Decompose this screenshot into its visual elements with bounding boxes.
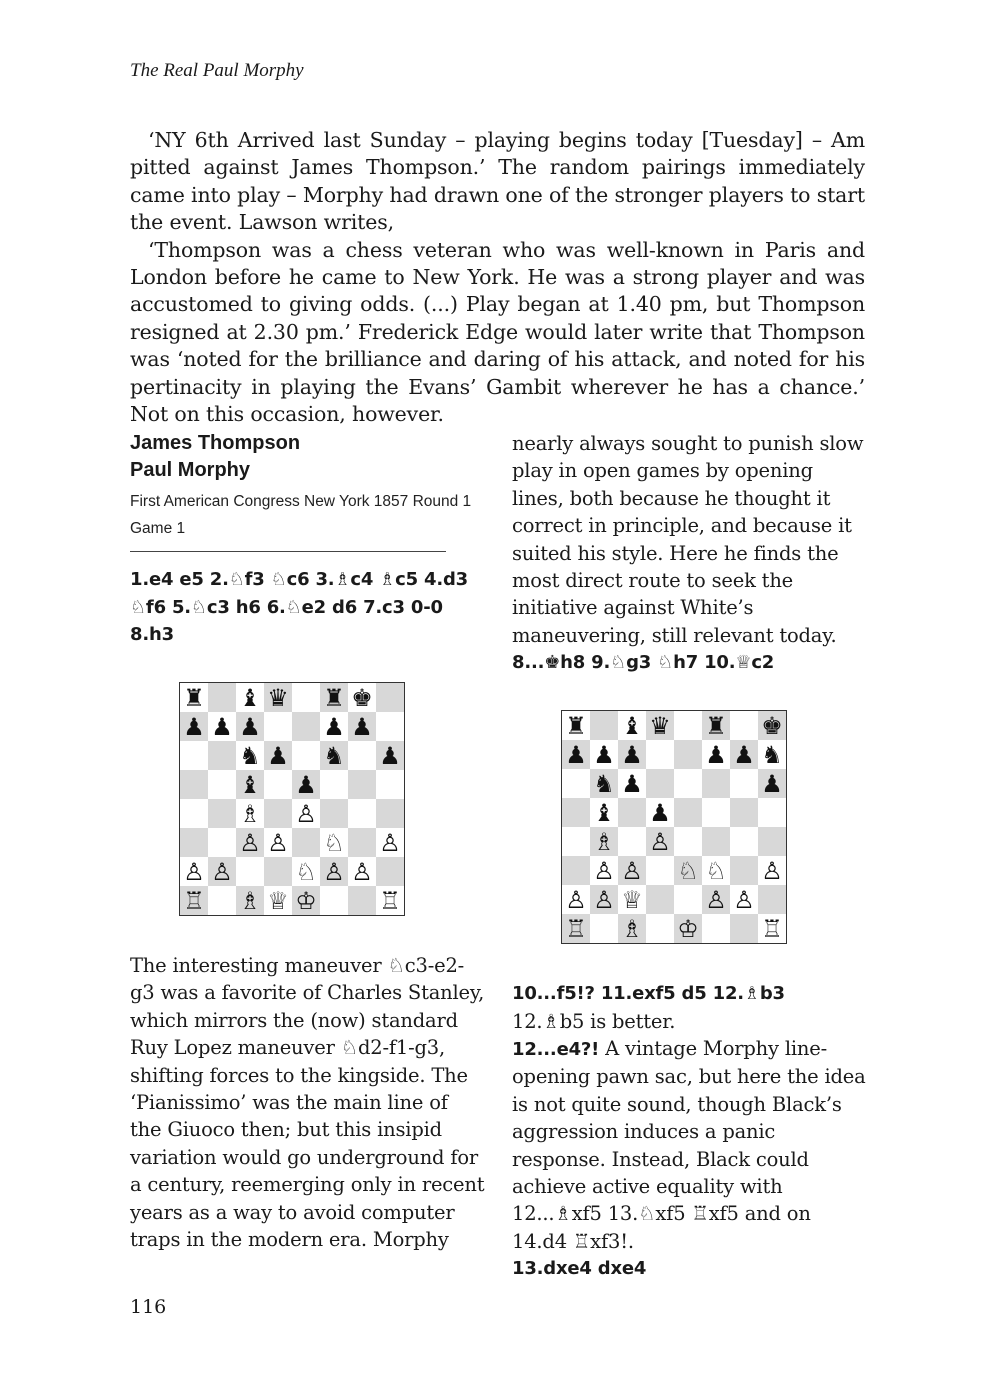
board-square: ♟ — [348, 712, 376, 741]
board-square: ♙ — [180, 857, 208, 886]
board-square: ♟ — [758, 769, 786, 798]
intro-paragraph: ‘Thompson was a chess veteran who was well-known in Paris and London before he came to New York. He was a strong player and was accustomed to giving odds. (...) Play began at 1.40 pm, but Thompson resigned at 2.30 pm.’ Frederick Edge would later write that Thompson was ‘noted for the brilliance and daring of his attack, and noted for his pertinacity in playing the Evans’ Gambit wherever he has a chance.’ Not on this occasion, however. — [130, 237, 865, 427]
running-head: The Real Paul Morphy — [130, 60, 304, 81]
board-square: ♖ — [180, 886, 208, 915]
left-column — [130, 430, 485, 649]
opening-moves: 1.e4 e5 2.♘f3 ♘c6 3.♗c4 ♗c5 4.d3 ♘f6 5.♘c3 h6 6.♘e2 d6 7.c3 0-0 8.h3 — [130, 569, 469, 645]
board-square — [292, 828, 320, 857]
board-square — [348, 770, 376, 799]
move-12-annotation — [512, 1035, 867, 1255]
moves-13: 13.dxe4 dxe4 — [512, 1258, 647, 1280]
right-commentary-top: nearly always sought to punish slow play in open games by opening lines, both because he thought it correct in principle, and because it suited his style. Here he finds the most direct route to seek the initiative against White’s maneuvering, still relevant today. — [512, 432, 864, 647]
board-square — [320, 770, 348, 799]
board-square — [702, 827, 730, 856]
intro-paragraph: ‘NY 6th Arrived last Sunday – playing begins today [Tuesday] – Am pitted against James Thompson.’ The random pairings immediately came into play – Morphy had drawn one of the stronger players to start the event. Lawson writes, — [130, 128, 865, 235]
board-square — [292, 683, 320, 712]
board-square: ♙ — [646, 827, 674, 856]
board-square — [236, 857, 264, 886]
board-square — [208, 683, 236, 712]
board-square: ♟ — [702, 740, 730, 769]
board-square — [208, 770, 236, 799]
board-square — [730, 827, 758, 856]
board-square — [674, 740, 702, 769]
board-square: ♙ — [348, 857, 376, 886]
board-square — [562, 827, 590, 856]
board-square — [376, 857, 404, 886]
board-square: ♙ — [320, 857, 348, 886]
board-square: ♜ — [702, 711, 730, 740]
board-square: ♞ — [236, 741, 264, 770]
board-square — [208, 828, 236, 857]
board-square: ♙ — [208, 857, 236, 886]
black-player: Paul Morphy — [130, 459, 251, 481]
board-square: ♗ — [590, 827, 618, 856]
board-square: ♙ — [590, 885, 618, 914]
board-square: ♝ — [236, 683, 264, 712]
board-square — [208, 886, 236, 915]
board-square: ♔ — [292, 886, 320, 915]
board-square — [292, 741, 320, 770]
board-square — [264, 857, 292, 886]
board-square — [730, 798, 758, 827]
board-square: ♚ — [348, 683, 376, 712]
board-square — [348, 828, 376, 857]
moves-after-8: 8...♚h8 9.♘g3 ♘h7 10.♕c2 — [512, 652, 775, 674]
board-square — [674, 769, 702, 798]
board-square — [376, 712, 404, 741]
board-square: ♙ — [758, 856, 786, 885]
board-square: ♗ — [236, 886, 264, 915]
board-square: ♟ — [618, 769, 646, 798]
board-square — [702, 914, 730, 943]
board-square: ♙ — [618, 856, 646, 885]
board-square — [730, 769, 758, 798]
note-12: 12.♗b5 is better. — [512, 1009, 676, 1033]
board-square — [264, 770, 292, 799]
board-square — [264, 799, 292, 828]
board-square — [320, 886, 348, 915]
chess-diagram-2 — [561, 710, 787, 944]
board-square: ♖ — [562, 914, 590, 943]
board-square — [618, 798, 646, 827]
board-square: ♟ — [646, 798, 674, 827]
board-square: ♜ — [562, 711, 590, 740]
board-square: ♕ — [618, 885, 646, 914]
board-square — [180, 770, 208, 799]
board-square — [320, 799, 348, 828]
board-square: ♜ — [180, 683, 208, 712]
board-square: ♙ — [702, 885, 730, 914]
board-square: ♚ — [758, 711, 786, 740]
board-square: ♘ — [674, 856, 702, 885]
board-square — [180, 741, 208, 770]
board-square: ♞ — [590, 769, 618, 798]
board-square: ♖ — [376, 886, 404, 915]
board-square: ♞ — [320, 741, 348, 770]
board-square: ♖ — [758, 914, 786, 943]
board-square — [180, 799, 208, 828]
board-square: ♝ — [590, 798, 618, 827]
board-square — [562, 769, 590, 798]
game-event: First American Congress New York 1857 Round 1 Game 1 — [130, 493, 472, 537]
board-square — [348, 741, 376, 770]
board-square: ♟ — [590, 740, 618, 769]
board-square — [562, 856, 590, 885]
board-square — [562, 798, 590, 827]
board-square — [376, 770, 404, 799]
board-square — [646, 914, 674, 943]
board-square — [674, 798, 702, 827]
right-column — [512, 430, 867, 677]
board-square: ♛ — [646, 711, 674, 740]
board-square: ♙ — [264, 828, 292, 857]
board-square — [348, 886, 376, 915]
board-square: ♟ — [320, 712, 348, 741]
board-square: ♟ — [562, 740, 590, 769]
board-square — [264, 712, 292, 741]
board-square: ♙ — [590, 856, 618, 885]
board-square — [590, 711, 618, 740]
board-square: ♟ — [730, 740, 758, 769]
board-square — [730, 856, 758, 885]
board-square — [590, 914, 618, 943]
board-square: ♗ — [236, 799, 264, 828]
board-square — [208, 741, 236, 770]
board-square: ♘ — [292, 857, 320, 886]
board-square — [702, 798, 730, 827]
board-square — [646, 769, 674, 798]
board-square: ♙ — [730, 885, 758, 914]
board-square: ♟ — [264, 741, 292, 770]
board-square: ♘ — [320, 828, 348, 857]
board-square — [730, 914, 758, 943]
note-12-black: A vintage Morphy line-opening pawn sac, but here the idea is not quite sound, though Black’s aggression induces a panic response. Instead, Black could achieve active equality with 12...♗xf5 13.♘xf5 ♖xf5 and on 14.d4 ♖xf3!. — [512, 1036, 866, 1253]
board-square — [646, 885, 674, 914]
moves-10-12: 10...f5!? 11.exf5 d5 12.♗b3 — [512, 983, 785, 1004]
board-square — [618, 827, 646, 856]
board-square — [292, 712, 320, 741]
right-column-bottom — [512, 980, 867, 1283]
board-square — [208, 799, 236, 828]
board-square: ♙ — [292, 799, 320, 828]
board-square: ♝ — [618, 711, 646, 740]
board-square — [646, 856, 674, 885]
move-12-black: 12...e4?! — [512, 1038, 600, 1060]
board-square — [180, 828, 208, 857]
board-square: ♔ — [674, 914, 702, 943]
board-square — [758, 827, 786, 856]
board-square: ♙ — [236, 828, 264, 857]
page-number: 116 — [130, 1296, 167, 1318]
board-square — [702, 769, 730, 798]
divider — [130, 551, 446, 552]
board-square — [348, 799, 376, 828]
board-square: ♙ — [562, 885, 590, 914]
board-square: ♟ — [618, 740, 646, 769]
board-square — [674, 711, 702, 740]
white-player: James Thompson — [130, 432, 301, 454]
board-square: ♘ — [702, 856, 730, 885]
left-commentary: The interesting maneuver ♘c3-e2-g3 was a favorite of Charles Stanley, which mirrors the (now) standard Ruy Lopez maneuver ♘d2-f1-g3, shifting forces to the kingside. The ‘Pianissimo’ was the main line of the Giuoco then; but this insipid variation would go underground for a century, reemerging only in recent years as a way to avoid computer traps in the modern era. Morphy — [130, 954, 485, 1252]
board-square — [674, 885, 702, 914]
board-square: ♟ — [236, 712, 264, 741]
board-square — [376, 683, 404, 712]
intro-text — [130, 127, 865, 428]
chess-diagram-1 — [179, 682, 405, 916]
board-square — [376, 799, 404, 828]
board-square: ♛ — [264, 683, 292, 712]
board-square — [646, 740, 674, 769]
board-square: ♟ — [292, 770, 320, 799]
board-square: ♟ — [208, 712, 236, 741]
board-square — [758, 798, 786, 827]
board-square — [730, 711, 758, 740]
board-square: ♙ — [376, 828, 404, 857]
board-square — [674, 827, 702, 856]
board-square — [758, 885, 786, 914]
board-square: ♟ — [180, 712, 208, 741]
board-square: ♕ — [264, 886, 292, 915]
board-square: ♞ — [758, 740, 786, 769]
board-square: ♟ — [376, 741, 404, 770]
board-square: ♗ — [618, 914, 646, 943]
board-square: ♝ — [236, 770, 264, 799]
board-square: ♜ — [320, 683, 348, 712]
